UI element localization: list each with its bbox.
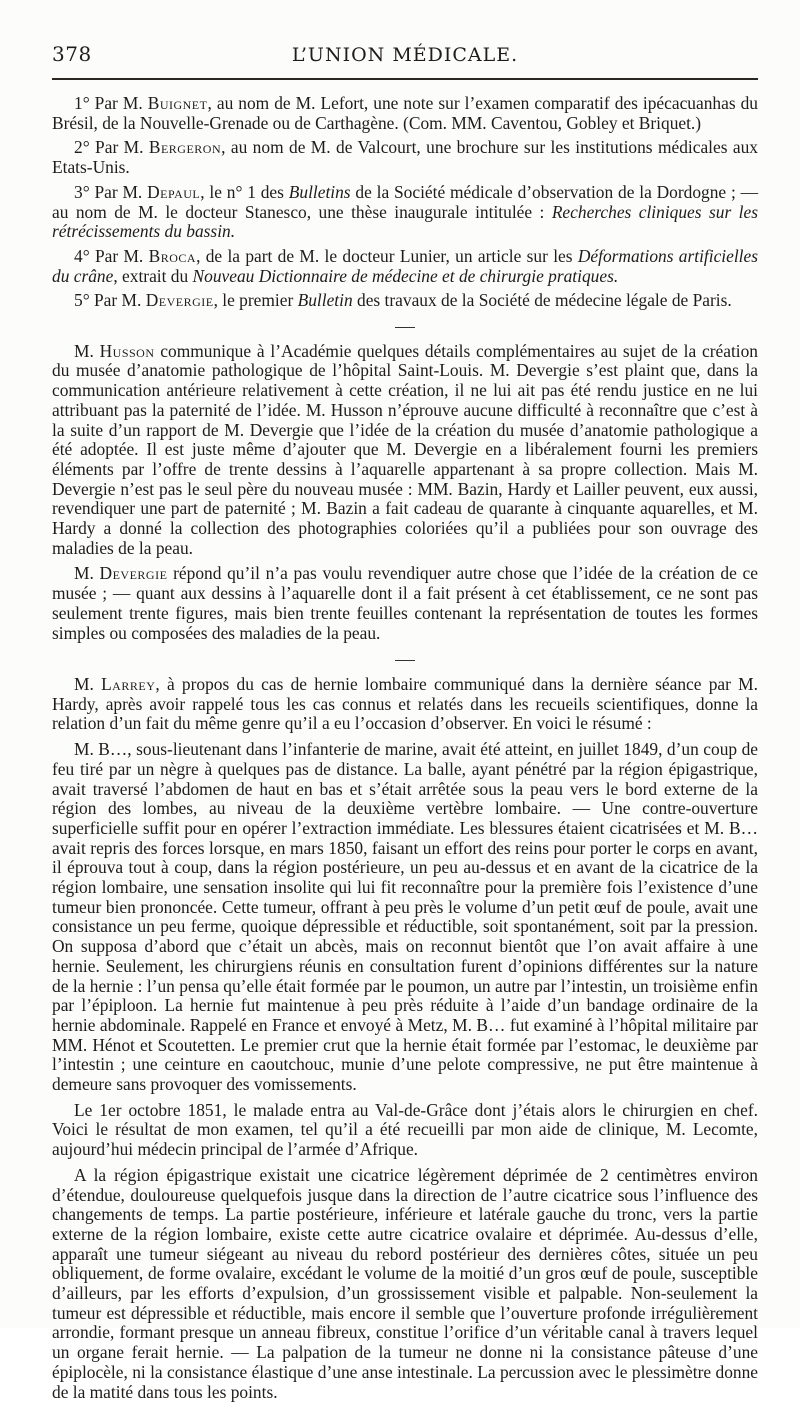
paragraph-text: répond qu’il n’a pas voulu revendiquer autre chose que l’idée de la création de ce musée ; — quant aux dessins à l’aquarelle dont il a fait présent à cet établissement, ce ne sont pas seulement trente figures, mais bien trente feuilles contenant la représentation de toutes les formes simples ou composées des maladies de la peau. <box>52 563 758 643</box>
person-name: Devergie <box>99 563 168 584</box>
person-name: Broca <box>148 245 197 266</box>
item-text: de la Société médicale d’observation de la Dordogne ; — au nom de M. le docteur Stanesco, une thèse inaugurale intitulée : <box>52 181 759 222</box>
item-text: , extrait du <box>113 265 193 286</box>
publication-title: Nouveau Dictionnaire de médecine et de chirurgie pratiques. <box>192 265 619 286</box>
paragraph-text: communique à l’Académie quelques détails complémentaires au sujet de la création du musée d’anatomie pathologique de l’hôpital Saint-Louis. M. Devergie s’est plaint que, dans la communication antérieure relativement à cette création, il ne lui ait pas été rendu justice en ne lui attribuant pas la paternité de l’idée. M. Husson n’éprouve aucune difficulté à reconnaître que c’est à la suite d’un rapport de M. Devergie que l’idée de la création du musée d’anatomie pathologique a été adoptée. Il est juste même d’ajouter que M. Devergie en a libéralement fourni les premiers éléments par l’offre de trente dessins à l’aquarelle appartenant à sa propre collection. Mais M. Devergie n’est pas le seul père du nouveau musée : MM. Bazin, Hardy et Lailler peuvent, eux aussi, revendiquer une part de paternité ; M. Bazin a fait cadeau de quarante à cinquante aquarelles, et M. Hardy a donné la collection des photographies coloriées qu’il a publiées pour son ouvrage des maladies de la peau. <box>52 340 758 558</box>
publication-title: Recherches cliniques sur les rétrécissements du bassin. <box>52 201 758 242</box>
paragraph-lead: M. <box>74 563 94 584</box>
item-number: 2° Par M. <box>74 137 144 158</box>
publication-title: Déformations artificielles du crâne <box>52 245 758 286</box>
list-item <box>52 94 758 133</box>
case-paragraph: M. B…, sous-lieutenant dans l’infanterie de marine, avait été atteint, en juillet 1849, d’un coup de feu tiré par un nègre à quelques pas de distance. La balle, ayant pénétré par la région épigastrique, avait traversé l’abdomen de haut en bas et s’était arrêtée sous la peau vers le bord externe de la région des lombes, au niveau de la deuxième vertèbre lombaire. — Une contre-ouverture superficielle suffit pour en opérer l’extraction immédiate. Les blessures étaient cicatrisées et M. B… avait repris des forces lorsque, en mars 1850, faisant un effort des reins pour porter le corps en avant, il éprouva tout à coup, dans la région postérieure, un peu au-dessus et en avant de la cicatrice de la région lombaire, une sensation insolite qui lui fit reconnaître pour la première fois l’existence d’une tumeur bien prononcée. Cette tumeur, offrant à peu près le volume d’un petit œuf de poule, avait une consistance un peu ferme, quoique dépressible et réductible, soit spontanément, soit par la pression. On supposa d’abord que c’était un abcès, mais on reconnut bientôt que l’on avait affaire à une hernie. Seulement, les chirurgiens réunis en consultation furent d’opinions différentes sur la nature de la hernie : l’un pensa qu’elle était formée par le poumon, un autre par l’intestin, un troisième enfin par l’épiploon. La hernie fut maintenue à peu près réduite à l’aide d’un bandage ordinaire de la hernie abdominale. Rappelé en France et envoyé à Metz, M. B… fut examiné à l’hôpital militaire par MM. Hénot et Scoutetten. Le premier crut que la hernie était formée par l’estomac, le deuxième par l’intestin ; une ceinture en caoutchouc, munie d’une pelote compressive, ne put être maintenue à demeure sans provoquer des vomissements. <box>52 739 758 1095</box>
item-number: 4° Par M. <box>74 245 144 266</box>
person-name: Husson <box>99 340 155 361</box>
paragraph-larrey <box>52 675 758 734</box>
paragraph-text: , à propos du cas de hernie lombaire communiqué dans la dernière séance par M. Hardy, après avoir rappelé tous les cas connus et relatés dans les recueils scientifiques, donne la relation d’un fait du même genre qu’il a eu l’occasion d’observer. En voici le résumé : <box>52 673 758 734</box>
list-item <box>52 183 758 242</box>
item-number: 5° Par M. <box>74 290 142 311</box>
item-text: , le n° 1 des <box>200 181 289 202</box>
person-name: Bergeron <box>148 137 222 158</box>
paragraph-lead: M. <box>74 340 94 361</box>
item-text: , au nom de M. Lefort, une note sur l’examen comparatif des ipécacuanhas du Brésil, de la Nouvelle-Grenade ou de Carthagène. (Com. MM. Caventou, Gobley et Briquet.) <box>52 93 759 133</box>
case-paragraph: A la région épigastrique existait une cicatrice légèrement déprimée de 2 centimètres environ d’étendue, douloureuse quelquefois jusque dans la direction de l’autre cicatrice sous l’influence des changements de temps. La partie postérieure, inférieure et latérale gauche du tronc, vers la partie externe de la région lombaire, existe cette autre cicatrice ovalaire et déprimée. Au-dessus d’elle, apparaît une tumeur siégeant au niveau du rebord postérieur des dernières côtes, située un peu obliquement, de forme ovalaire, excédant le volume de la moitié d’un gros œuf de poule, susceptible d’ailleurs, par les efforts d’expulsion, d’un grossissement visible et palpable. Non-seulement la tumeur est dépressible et réductible, mais encore il semble que l’ouverture profonde irrégulièrement arrondie, formant presque un anneau fibreux, constitue l’orifice d’un véritable canal à travers lequel un organe ferait hernie. — La palpation de la tumeur ne donne ni la consistance pâteuse d’une épiplocèle, ni la consistance élastique d’une anse intestinale. La percussion avec le plessimètre donne de la matité dans tous les points. <box>52 1164 758 1402</box>
publication-title: Bulletin <box>297 290 353 311</box>
case-paragraph: Le 1er octobre 1851, le malade entra au Val-de-Grâce dont j’étais alors le chirurgien en chef. Voici le résultat de mon examen, tel qu’il a été recueilli par mon aide de clinique, M. Lecomte, aujourd’hui médecin principal de l’armée d’Afrique. <box>52 1099 758 1160</box>
section-separator <box>52 316 758 336</box>
section-separator <box>52 649 758 669</box>
publication-title: Bulletins <box>288 181 351 202</box>
running-title: L’UNION MÉDICALE. <box>291 44 519 66</box>
paragraph-devergie <box>52 564 758 643</box>
item-number: 1° Par M. <box>74 93 143 113</box>
list-item <box>52 291 758 311</box>
item-text: , de la part de M. le docteur Lunier, un article sur les <box>196 245 578 266</box>
item-number: 3° Par M. <box>74 181 143 202</box>
person-name: Devergie <box>145 290 214 311</box>
person-name: Depaul <box>147 181 201 202</box>
page-header <box>52 42 758 80</box>
list-item <box>52 138 758 177</box>
body-text <box>52 94 758 1402</box>
list-item <box>52 247 758 286</box>
item-text: , au nom de M. de Valcourt, une brochure sur les institutions médicales aux Etats-Unis. <box>52 137 758 178</box>
item-text: des travaux de la Société de médecine légale de Paris. <box>352 290 732 311</box>
person-name: Larrey <box>101 673 156 694</box>
item-text: , le premier <box>213 290 298 311</box>
person-name: Buignet <box>147 93 208 113</box>
paragraph-husson <box>52 342 758 559</box>
paragraph-lead: M. <box>74 673 94 694</box>
page-number: 378 <box>52 42 92 66</box>
